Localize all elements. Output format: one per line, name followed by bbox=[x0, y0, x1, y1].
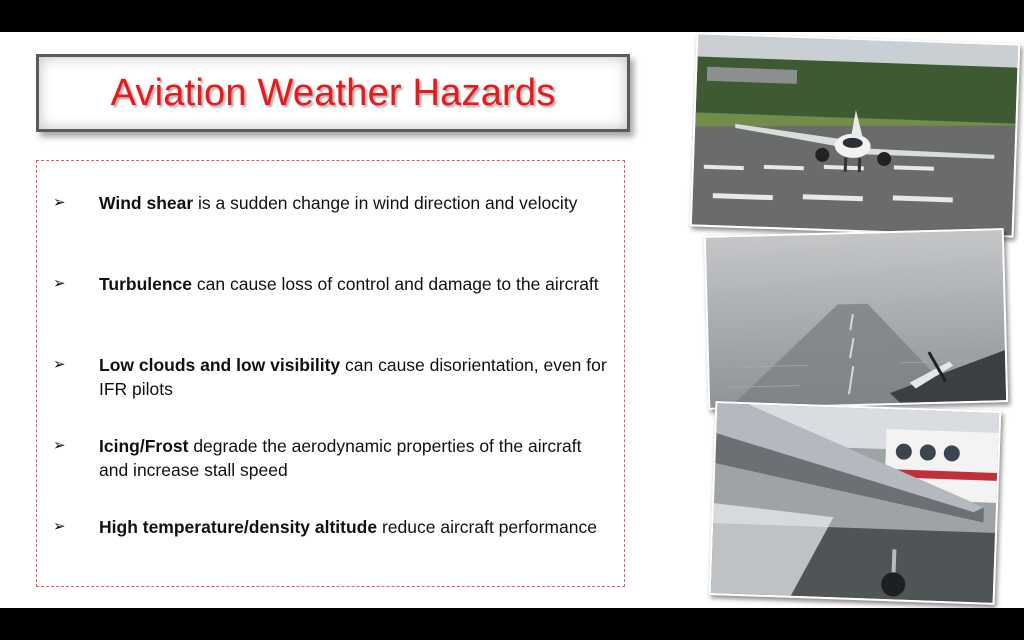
bullet-item bbox=[53, 434, 613, 515]
bullet-box bbox=[36, 160, 625, 587]
bullet-item bbox=[53, 353, 613, 434]
bullet-term: Wind shear bbox=[99, 193, 194, 213]
bullet-term: High temperature/density altitude bbox=[99, 517, 378, 537]
photo-foggy-runway bbox=[704, 228, 1008, 410]
bullet-item bbox=[53, 272, 613, 353]
bullet-item bbox=[53, 191, 613, 272]
photo-iced-wing bbox=[709, 401, 1002, 605]
slide bbox=[0, 32, 1024, 608]
title-box bbox=[36, 54, 630, 132]
bullet-item bbox=[53, 515, 613, 596]
arrow-bullet-icon: ➢ bbox=[53, 518, 66, 535]
slide-title: Aviation Weather Hazards bbox=[110, 71, 556, 114]
photo-jet-landing bbox=[690, 32, 1021, 237]
bullet-term: Low clouds and low visibility bbox=[99, 355, 341, 375]
bullet-list bbox=[53, 191, 613, 596]
bullet-term: Icing/Frost bbox=[99, 436, 189, 456]
arrow-bullet-icon: ➢ bbox=[53, 194, 66, 211]
bullet-text: reduce aircraft performance bbox=[377, 517, 597, 537]
bullet-term: Turbulence bbox=[99, 274, 193, 294]
bullet-text: is a sudden change in wind direction and velocity bbox=[193, 193, 578, 213]
arrow-bullet-icon: ➢ bbox=[53, 275, 66, 292]
arrow-bullet-icon: ➢ bbox=[53, 437, 66, 454]
bullet-text: can cause disorientation, even for IFR pilots bbox=[99, 355, 607, 399]
arrow-bullet-icon: ➢ bbox=[53, 356, 66, 373]
bullet-text: degrade the aerodynamic properties of the aircraft and increase stall speed bbox=[99, 436, 582, 480]
bullet-text: can cause loss of control and damage to the aircraft bbox=[192, 274, 599, 294]
